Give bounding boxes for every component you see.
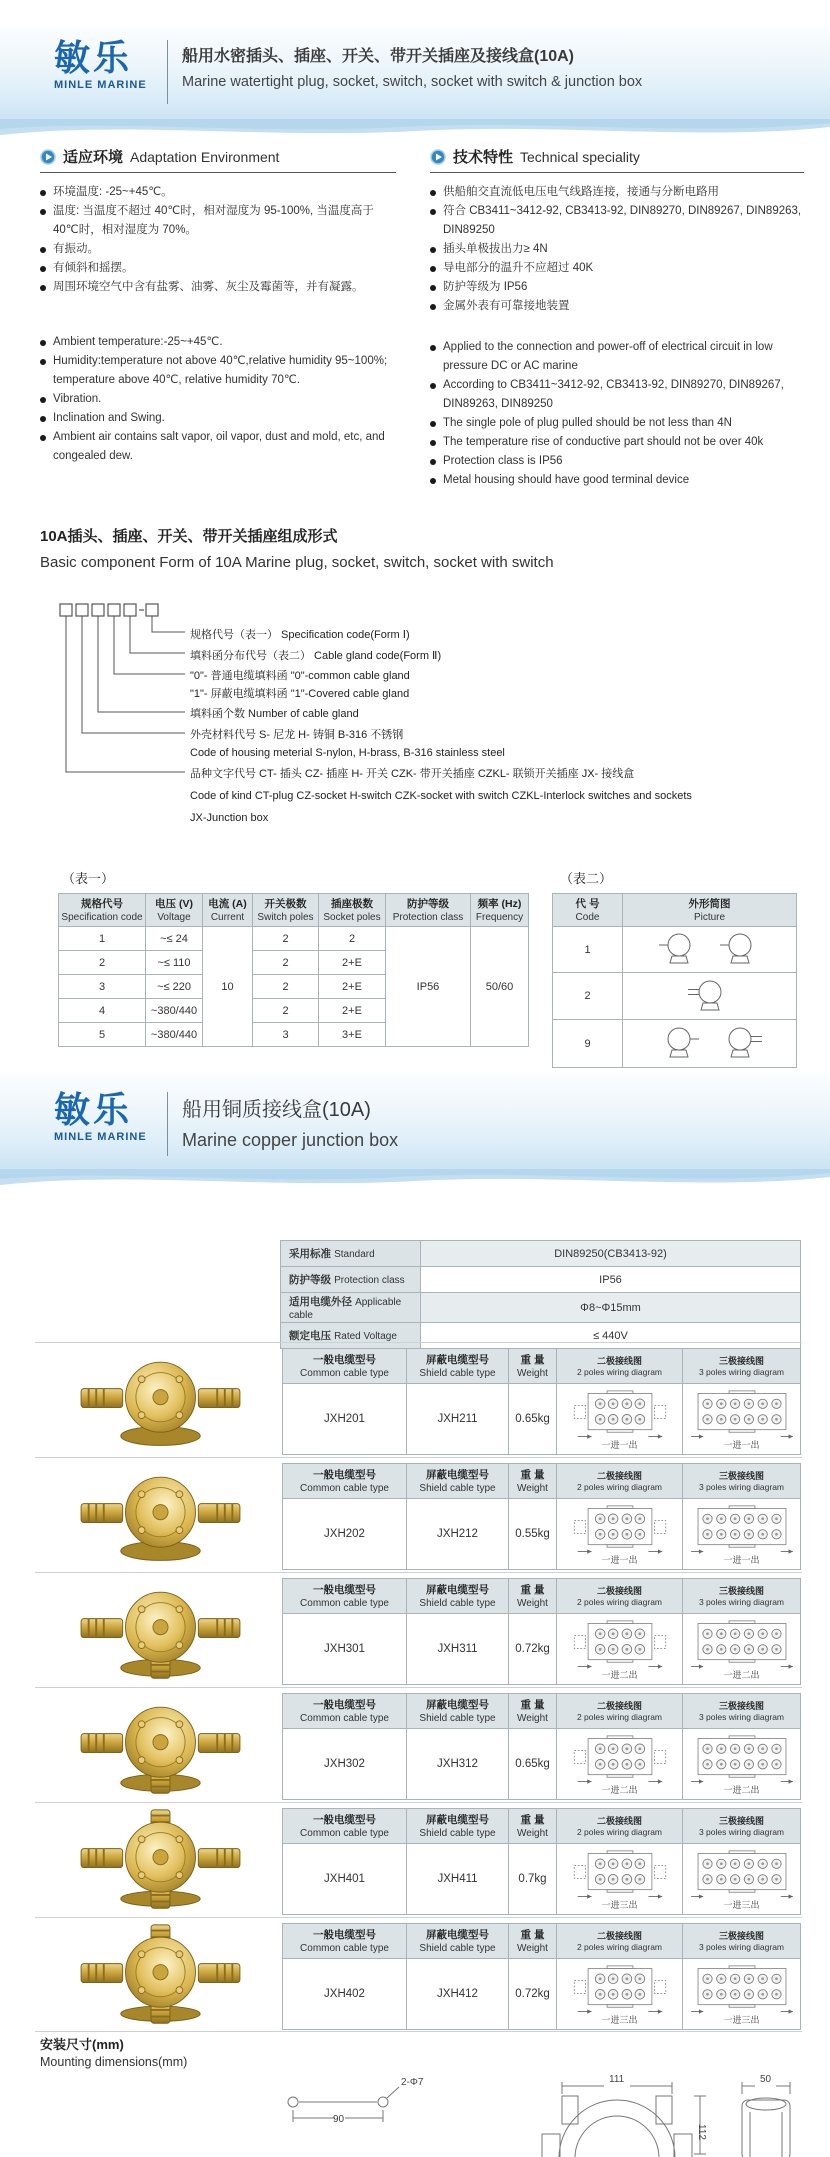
logo [54,38,147,91]
standards-table [280,1240,801,1349]
technical-list-cn [430,183,804,316]
col-header: 插座极数 Socket poles [319,894,386,927]
col-header: 三极接线图 3 poles wiring diagram [683,1349,801,1384]
cell-code: 1 [553,927,623,973]
dim-holes: 2-Φ7 [401,2077,424,2088]
product-photo-3way [55,1692,265,1798]
code-label-gland-code: 填料函分布代号（表二） Cable gland code(Form Ⅱ) [190,650,442,662]
list-item: 防护等级为 IP56 [430,278,804,297]
product-photo-2way [55,1347,265,1453]
standard-label: 采用标准 Standard [281,1241,421,1267]
cell-weight: 0.72kg [509,1614,557,1685]
col-header: 屏蔽电缆型号 Shield cable type [407,1809,509,1844]
cell: ~≤ 110 [146,951,203,975]
wiring-diagram-2pole: 一进二出 [557,1614,683,1685]
cell-shield-type: JXH311 [407,1614,509,1685]
list-item: Inclination and Swing. [40,409,396,428]
list-item: 周围环境空气中含有盐雾、油雾、灰尘及霉菌等，并有凝露。 [40,278,396,297]
page-title [182,44,812,94]
col-header: 电压 (V) Voltage [146,894,203,927]
list-item: 有振动。 [40,240,396,259]
page-title-cn: 船用水密插头、插座、开关、带开关插座及接线盒(10A) [182,48,575,65]
col-header: 三极接线图 3 poles wiring diagram [683,1464,801,1499]
component-form-title [40,524,554,576]
col-header: 电流 (A) Current [203,894,253,927]
col-header: 屏蔽电缆型号 Shield cable type [407,1464,509,1499]
col-header: 一般电缆型号 Common cable type [283,1694,407,1729]
environment-list-en [40,333,396,466]
wiring-diagram-3pole: 一进一出 [683,1499,801,1570]
logo-en: MINLE MARINE [54,1131,147,1143]
wave-decoration [0,1169,830,1199]
col-header: 二极接线图 2 poles wiring diagram [557,1579,683,1614]
section-environment-title-en: Adaptation Environment [130,148,280,165]
list-item: 符合 CB3411~3412-92, CB3413-92, DIN89270, DIN89267, DIN89263, DIN89250 [430,202,804,240]
cell-weight: 0.72kg [509,1959,557,2030]
product-row-jxh201 [35,1342,802,1457]
standard-value: IP56 [421,1267,801,1293]
col-header: 二极接线图 2 poles wiring diagram [557,1809,683,1844]
list-item: The single pole of plug pulled should be not less than 4N [430,414,804,433]
col-header: 代 号 Code [553,894,623,927]
technical-list-en [430,338,804,490]
code-label-material-cn: 外壳材料代号 S- 尼龙 H- 铸铜 B-316 不锈钢 [190,729,404,741]
cell: 2+E [319,999,386,1023]
col-header: 三极接线图 3 poles wiring diagram [683,1809,801,1844]
cell: 2 [253,975,319,999]
product-row-jxh302 [35,1687,802,1802]
col-header: 重 量 Weight [509,1809,557,1844]
col-header: 三极接线图 3 poles wiring diagram [683,1694,801,1729]
page-title-en: Marine watertight plug, socket, switch, socket with switch & junction box [182,74,643,90]
product-table [282,1923,801,2030]
section-technical-title-en: Technical speciality [520,148,640,165]
standard-label: 防护等级 Protection class [281,1267,421,1293]
gland-picture-9 [623,1020,797,1068]
product-table [282,1463,801,1570]
cell: 2 [59,951,146,975]
wave-decoration [0,119,830,149]
list-item: 插头单极拔出力≥ 4N [430,240,804,259]
gland-picture-2 [623,973,797,1020]
code-label-gland-type-1: "1"- 屏蔽电缆填料函 "1"-Covered cable gland [190,688,410,700]
wiring-diagram-2pole: 一进二出 [557,1729,683,1800]
col-header: 三极接线图 3 poles wiring diagram [683,1924,801,1959]
table-row [553,1020,797,1068]
list-item: Ambient temperature:-25~+45℃. [40,333,396,352]
product-table [282,1808,801,1915]
standard-label: 适用电缆外径 Applicable cable [281,1293,421,1323]
col-header: 重 量 Weight [509,1694,557,1729]
header-divider [167,40,168,104]
cell-shield-type: JXH312 [407,1729,509,1800]
logo-cn: 敏乐 [54,37,133,78]
play-icon [40,149,56,165]
standard-label: 额定电压 Rated Voltage [281,1323,421,1349]
list-item: Vibration. [40,390,396,409]
col-header: 重 量 Weight [509,1579,557,1614]
code-label-spec: 规格代号（表一） Specification code(Form Ⅰ) [190,629,410,641]
wiring-diagram-2pole: 一进三出 [557,1959,683,2030]
wiring-diagram-3pole: 一进三出 [683,1844,801,1915]
table-row [281,1241,801,1267]
product-row-jxh202 [35,1457,802,1572]
code-label-kind-en: Code of kind CT-plug CZ-socket H-switch CZK-socket with switch CZKL-Interlock switches and sockets [190,790,692,802]
col-header: 防护等级 Protection class [386,894,471,927]
cell: 5 [59,1023,146,1047]
form1-caption: （表一） [62,871,115,886]
section-technical-header [430,146,804,173]
list-item: Ambient air contains salt vapor, oil vapor, dust and mold, etc, and congealed dew. [40,428,396,466]
cell-weight: 0.65kg [509,1729,557,1800]
cell: 2 [253,951,319,975]
section-environment-header [40,146,396,173]
cell: ~380/440 [146,1023,203,1047]
cell-current: 10 [203,927,253,1047]
list-item: 金属外表有可靠接地装置 [430,297,804,316]
dim-side-width: 50 [760,2074,772,2085]
cell: 2 [319,927,386,951]
cell: 4 [59,999,146,1023]
cell: 1 [59,927,146,951]
code-label-material-en: Code of housing meterial S-nylon, H-brass, B-316 stainless steel [190,747,505,759]
col-header: 重 量 Weight [509,1924,557,1959]
list-item: 温度: 当温度不超过 40℃时，相对湿度为 95-100%, 当温度高于 40℃时，相对湿度为 70%。 [40,202,396,240]
cell: 2 [253,999,319,1023]
section2-title-en: Marine copper junction box [182,1130,399,1150]
cell: ~380/440 [146,999,203,1023]
gland-picture-1 [623,927,797,973]
col-header: 三极接线图 3 poles wiring diagram [683,1579,801,1614]
standard-value: ≤ 440V [421,1323,801,1349]
product-table [282,1693,801,1800]
product-photo-3way [55,1577,265,1683]
list-item: Humidity:temperature not above 40℃,relative humidity 95~100%; temperature above 40℃, relative humidity 70℃. [40,352,396,390]
wiring-diagram-2pole: 一进一出 [557,1499,683,1570]
col-header: 二极接线图 2 poles wiring diagram [557,1924,683,1959]
list-item: 有倾斜和摇摆。 [40,259,396,278]
environment-list-cn [40,183,396,297]
list-item: Applied to the connection and power-off of electrical circuit in low pressure DC or AC marine [430,338,804,376]
play-icon [430,149,446,165]
list-item: 环境温度: -25~+45℃。 [40,183,396,202]
dim-width: 111 [609,2074,625,2085]
list-item: 供船舶交直流低电压电气线路连接，接通与分断电路用 [430,183,804,202]
product-photo-4way [55,1807,265,1913]
cell: 2+E [319,975,386,999]
col-header: 屏蔽电缆型号 Shield cable type [407,1349,509,1384]
col-header: 一般电缆型号 Common cable type [283,1464,407,1499]
col-header: 二极接线图 2 poles wiring diagram [557,1349,683,1384]
dim-height: 112 [696,2124,707,2140]
col-header: 一般电缆型号 Common cable type [283,1579,407,1614]
wiring-diagram-3pole: 一进二出 [683,1614,801,1685]
product-row-jxh301 [35,1572,802,1687]
col-header: 外形简图 Picture [623,894,797,927]
cell-shield-type: JXH211 [407,1384,509,1455]
cell: 3+E [319,1023,386,1047]
list-item: According to CB3411~3412-92, CB3413-92, DIN89270, DIN89267, DIN89263, DIN89250 [430,376,804,414]
mounting-title-en: Mounting dimensions(mm) [40,2055,188,2069]
cell: 3 [253,1023,319,1047]
component-form-title-cn: 10A插头、插座、开关、带开关插座组成形式 [40,528,338,545]
cell-common-type: JXH402 [283,1959,407,2030]
cell: 2 [253,927,319,951]
list-item: Metal housing should have good terminal device [430,471,804,490]
wiring-diagram-3pole: 一进三出 [683,1959,801,2030]
product-photo-2way [55,1462,265,1568]
product-row-jxh401 [35,1802,802,1917]
col-header: 二极接线图 2 poles wiring diagram [557,1694,683,1729]
table-row [281,1267,801,1293]
section2-title-cn: 船用铜质接线盒(10A) [182,1099,371,1121]
cell: ~≤ 24 [146,927,203,951]
code-label-gland-number: 填料函个数 Number of cable gland [190,708,359,720]
list-item: 导电部分的温升不应超过 40K [430,259,804,278]
col-header: 开关极数 Switch poles [253,894,319,927]
col-header: 屏蔽电缆型号 Shield cable type [407,1694,509,1729]
standard-value: DIN89250(CB3413-92) [421,1241,801,1267]
cell-common-type: JXH401 [283,1844,407,1915]
product-photo-4way [55,1922,265,2028]
cell-code: 9 [553,1020,623,1068]
col-header: 重 量 Weight [509,1349,557,1384]
cell-weight: 0.65kg [509,1384,557,1455]
mounting-title [40,2036,187,2071]
cell-frequency: 50/60 [471,927,529,1047]
cell-shield-type: JXH412 [407,1959,509,2030]
cell: ~≤ 220 [146,975,203,999]
section2-title [182,1094,802,1154]
cell-common-type: JXH201 [283,1384,407,1455]
cell-common-type: JXH301 [283,1614,407,1685]
product-row-jxh402 [35,1917,802,2032]
mounting-drawings [0,2072,830,2157]
col-header: 一般电缆型号 Common cable type [283,1809,407,1844]
cell-protection: IP56 [386,927,471,1047]
code-label-kind-cn: 品种文字代号 CT- 插头 CZ- 插座 H- 开关 CZK- 带开关插座 CZKL- 联锁开关插座 JX- 接线盒 [190,768,635,780]
cell: 3 [59,975,146,999]
section-technical [430,146,804,490]
products-bottom-rule [35,2031,802,2032]
col-header: 屏蔽电缆型号 Shield cable type [407,1579,509,1614]
code-label-gland-type-0: "0"- 普通电缆填料函 "0"-common cable gland [190,670,410,682]
list-item: Protection class is IP56 [430,452,804,471]
section-environment [40,146,396,466]
cell-code: 2 [553,973,623,1020]
section-technical-title-cn: 技术特性 [453,149,514,166]
product-table [282,1348,801,1455]
table-row [553,927,797,973]
mounting-title-cn: 安装尺寸(mm) [40,2037,124,2052]
logo-cn: 敏乐 [54,1089,133,1130]
logo-en: MINLE MARINE [54,79,147,91]
cell-shield-type: JXH212 [407,1499,509,1570]
form2-caption: （表二） [560,871,613,886]
col-header: 一般电缆型号 Common cable type [283,1924,407,1959]
cell-shield-type: JXH411 [407,1844,509,1915]
wiring-diagram-3pole: 一进二出 [683,1729,801,1800]
cell-weight: 0.55kg [509,1499,557,1570]
col-header: 屏蔽电缆型号 Shield cable type [407,1924,509,1959]
section-environment-title-cn: 适应环境 [63,149,124,166]
cell: 2+E [319,951,386,975]
col-header: 二极接线图 2 poles wiring diagram [557,1464,683,1499]
form1-table [58,893,529,1047]
col-header: 频率 (Hz) Frequency [471,894,529,927]
wiring-diagram-2pole: 一进三出 [557,1844,683,1915]
table-row [59,927,529,951]
component-form-title-en: Basic component Form of 10A Marine plug, socket, switch, socket with switch [40,554,554,571]
list-item: The temperature rise of conductive part should not be over 40k [430,433,804,452]
wiring-diagram-3pole: 一进一出 [683,1384,801,1455]
wiring-diagram-2pole: 一进一出 [557,1384,683,1455]
table-row [281,1293,801,1323]
code-label-kind-en2: JX-Junction box [190,812,269,824]
col-header: 重 量 Weight [509,1464,557,1499]
cell-common-type: JXH202 [283,1499,407,1570]
dim-hole-span: 90 [333,2114,345,2125]
cell-weight: 0.7kg [509,1844,557,1915]
product-table [282,1578,801,1685]
logo-2 [54,1090,147,1143]
standard-value: Φ8~Φ15mm [421,1293,801,1323]
cell-common-type: JXH302 [283,1729,407,1800]
col-header: 规格代号 Specification code [59,894,146,927]
table-row [553,973,797,1020]
form2-table [552,893,797,1068]
header-divider [167,1092,168,1156]
col-header: 一般电缆型号 Common cable type [283,1349,407,1384]
